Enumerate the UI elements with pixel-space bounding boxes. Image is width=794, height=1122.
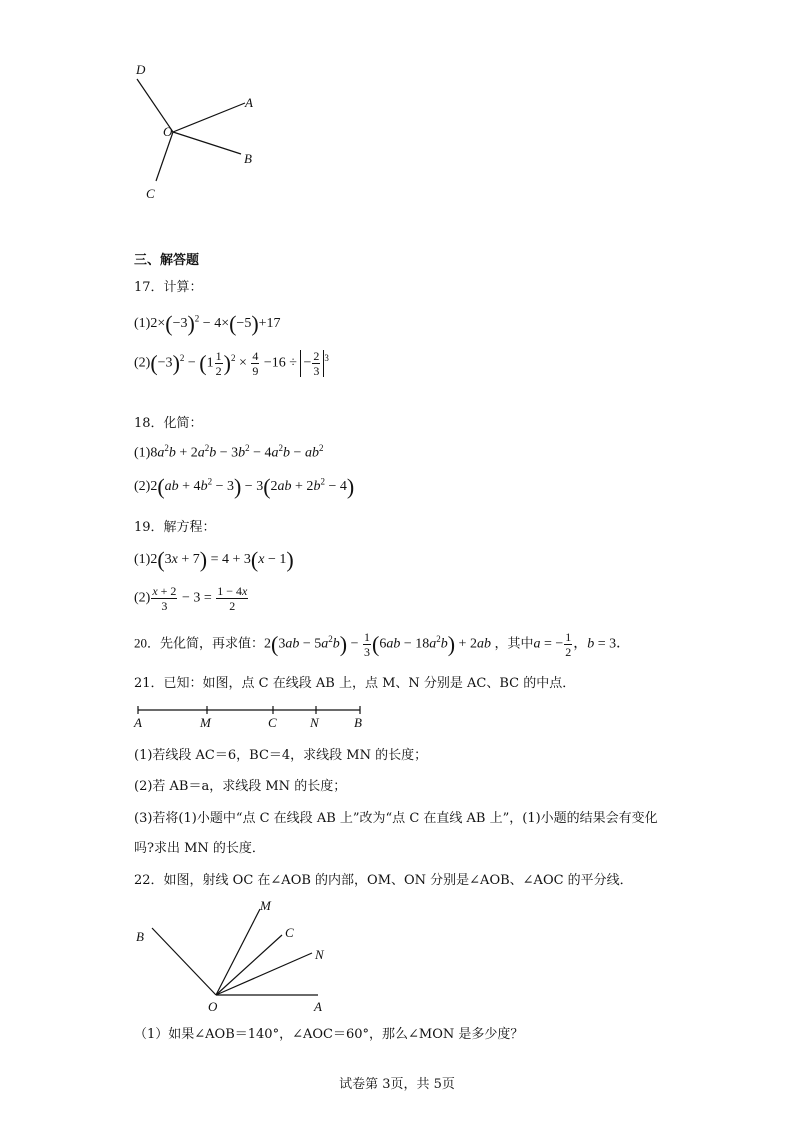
q19-part2: (2) $\frac{x + 2}{3}$ − 3 = $\frac{1 - 4x}{2}$ <box>134 584 248 613</box>
q18-p1-label: (1) <box>134 445 151 461</box>
angle-label-b: B <box>136 929 144 944</box>
ray-on <box>216 953 312 995</box>
angle-label-a: A <box>314 999 322 1014</box>
q19-stem: 19．解方程： <box>134 520 216 535</box>
label-d: D <box>136 62 146 77</box>
q21-part3-line2: 吗?求出 MN 的长度． <box>134 841 265 856</box>
ray-oc <box>156 132 173 181</box>
q20-stem: 20．先化简，再求值： <box>134 635 265 651</box>
q21-part1: (1)若线段 AC＝6，BC＝4，求线段 MN 的长度； <box>134 748 428 763</box>
angle-label-n: N <box>315 947 324 962</box>
q18-part2: $(2)2(ab + 4b^2 - 3) - 3(2ab + 2b^2 - 4)$ <box>134 474 355 499</box>
label-o: O <box>163 124 173 139</box>
q21-part2: (2)若 AB＝a，求线段 MN 的长度； <box>134 779 347 794</box>
ray-oc <box>216 935 282 995</box>
q22-part1: （1）如果∠AOB＝140°，∠AOC＝60°，那么∠MON 是多少度？ <box>134 1027 524 1042</box>
q22-stem: 22．如图，射线 OC 在∠AOB 的内部，OM、ON 分别是∠AOB、∠AOC 的平分线． <box>134 873 633 888</box>
seg-label-b: B <box>354 715 362 730</box>
q18-p2-label: (2) <box>134 479 151 495</box>
q20-line: 20．先化简，再求值：$2(3ab - 5a^2b)$ − $\frac{1}{3}$ $(6ab - 18a^2b) + 2ab$ ，其中a = − $\frac{1}{2}$ ，b = 3． <box>134 630 631 659</box>
rays-figure-top <box>120 55 280 210</box>
label-b: B <box>244 151 252 166</box>
ray-om <box>216 909 260 995</box>
q17-part1: $(1)2\times(-3)^2 - 4\times(-5)+17$ <box>134 311 281 336</box>
q19-p1-label: (1) <box>134 552 151 568</box>
q21-part3-line1: (3)若将(1)小题中“点 C 在线段 AB 上”改为“点 C 在直线 AB 上”，(1)小题的结果会有变化 <box>134 811 658 826</box>
ray-ob <box>173 132 241 154</box>
seg-label-n: N <box>310 715 319 730</box>
q19-p2-label: (2) <box>134 590 151 606</box>
angle-figure <box>130 895 350 1020</box>
page-footer: 试卷第 3页，共 5页 <box>339 1077 455 1092</box>
ray-ob <box>152 928 216 995</box>
angle-label-m: M <box>260 898 271 913</box>
segment-figure <box>130 702 370 732</box>
angle-label-o: O <box>208 999 218 1014</box>
q19-part1: (1)2(3x + 7) = 4 + 3(x − 1) <box>134 547 294 572</box>
label-a: A <box>245 95 253 110</box>
label-c: C <box>146 186 155 201</box>
seg-label-c: C <box>268 715 277 730</box>
section-title: 三、解答题 <box>134 253 200 268</box>
q17-p1-label: (1) <box>134 316 151 332</box>
seg-label-a: A <box>134 715 142 730</box>
q18-part1: $(1)8a^2b + 2a^2b - 3b^2 - 4a^2b - ab^2$ <box>134 443 324 461</box>
q17-stem: 17．计算： <box>134 280 203 295</box>
q21-stem: 21．已知：如图，点 C 在线段 AB 上，点 M、N 分别是 AC、BC 的中点． <box>134 676 576 691</box>
angle-label-c: C <box>285 925 294 940</box>
q17-p2-label: (2) <box>134 355 151 371</box>
ray-oa <box>173 103 245 132</box>
q20-tail: ，其中 <box>494 635 534 651</box>
q17-part2: $(2)(-3)^2 - (1$ $\frac{1}{2}$ )$^2$ × $\frac{4}{9}$ −16 ÷ − $\frac{2}{3}$ $^3$ <box>134 349 329 378</box>
seg-label-m: M <box>200 715 211 730</box>
q18-stem: 18．化简： <box>134 416 203 431</box>
